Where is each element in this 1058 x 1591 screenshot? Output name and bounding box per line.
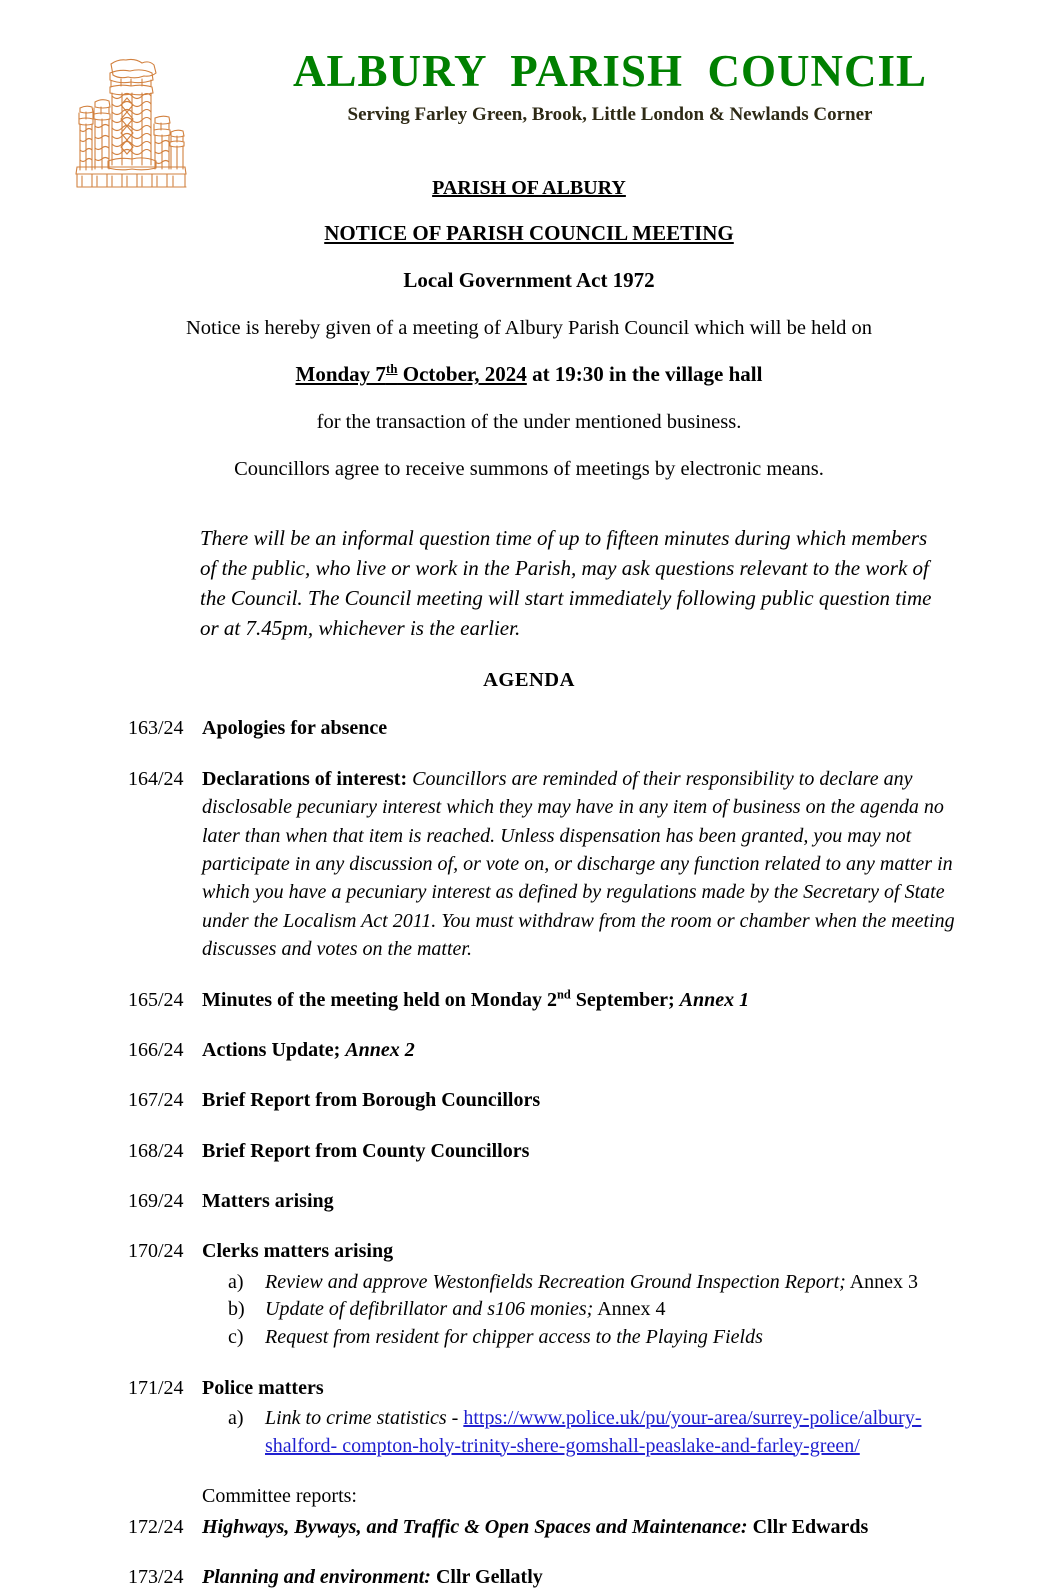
agenda-item-body (202, 1374, 1058, 1461)
agenda-item-169 (0, 1187, 1058, 1215)
council-subtitle: Serving Farley Green, Brook, Little London & Newlands Corner (347, 104, 873, 126)
agenda-item-163 (0, 714, 1058, 742)
agenda-item-number: 168/24 (128, 1139, 184, 1162)
agenda-item-173 (0, 1563, 1058, 1591)
subitem-marker: a) (228, 1270, 244, 1293)
agenda-item-label: Brief Report from Borough Councillors (202, 1089, 541, 1112)
agenda-subitem (202, 1405, 966, 1460)
committee-reports-heading: Committee reports: (202, 1485, 357, 1508)
subitem-marker: a) (228, 1407, 244, 1430)
meeting-date-prefix: Monday 7 (295, 362, 386, 387)
agenda-item-number: 173/24 (128, 1566, 184, 1589)
subitem-text-main: Update of defibrillator and s106 monies; (265, 1298, 594, 1321)
subitem-annex: Annex 3 (845, 1270, 919, 1293)
subitem-marker: b) (228, 1298, 245, 1321)
agenda-item-body (202, 986, 1058, 1014)
council-title: ALBURY PARISH COUNCIL (293, 46, 927, 96)
agenda-item-167 (0, 1086, 1058, 1114)
subitem-text (265, 1269, 966, 1297)
subitem-text (265, 1296, 966, 1324)
agenda-item-label-pre: Minutes of the meeting held on Monday 2 (202, 988, 557, 1011)
notice-block (0, 172, 1058, 484)
agenda-item-body (202, 1086, 1058, 1114)
meeting-date-ordinal: th (385, 361, 398, 377)
notice-given-line: Notice is hereby given of a meeting of Albury Parish Council which will be held on (185, 317, 873, 340)
agenda-item-172 (0, 1513, 1058, 1541)
agenda-item-body (202, 765, 1058, 964)
meeting-date-rest: October, 2024 (397, 362, 527, 387)
agenda-item-body (202, 1563, 1058, 1591)
agenda-item-councillor: Cllr Edwards (747, 1515, 869, 1538)
subitem-text-main: Request from resident for chipper access to the Playing Fields (265, 1326, 763, 1349)
agenda-list (0, 714, 1058, 1591)
albury-chimneys-logo (70, 48, 192, 190)
agenda-item-number: 167/24 (128, 1089, 184, 1112)
agenda-item-label: Declarations of interest: (202, 767, 408, 790)
agenda-item-number: 165/24 (128, 988, 184, 1011)
meeting-time-venue: at 19:30 in the village hall (526, 362, 763, 387)
agenda-item-annex: Annex 2 (345, 1038, 415, 1061)
agenda-item-165 (0, 986, 1058, 1014)
agenda-item-number: 169/24 (128, 1190, 184, 1213)
summons-line: Councillors agree to receive summons of meetings by electronic means. (234, 458, 824, 481)
parish-heading: PARISH OF ALBURY (432, 177, 626, 199)
subitem-text-main: Review and approve Westonfields Recreation Ground Inspection Report; (265, 1270, 846, 1293)
agenda-subitem-list (202, 1269, 966, 1352)
agenda-item-councillor: Cllr Gellatly (430, 1566, 543, 1589)
agenda-item-label: Clerks matters arising (202, 1240, 394, 1263)
subitem-text (265, 1405, 966, 1460)
agenda-item-body (202, 714, 1058, 742)
agenda-item-label: Brief Report from County Councillors (202, 1139, 530, 1162)
notice-heading: NOTICE OF PARISH COUNCIL MEETING (324, 221, 734, 246)
agenda-item-166 (0, 1036, 1058, 1064)
subitem-text (265, 1324, 966, 1352)
agenda-subitem (202, 1324, 966, 1352)
agenda-item-label: Police matters (202, 1376, 324, 1399)
subitem-marker: c) (228, 1326, 244, 1349)
agenda-item-number: 164/24 (128, 767, 184, 790)
agenda-item-168 (0, 1137, 1058, 1165)
agenda-item-label: Apologies for absence (202, 717, 388, 740)
agenda-item-label: Actions Update; (202, 1038, 341, 1061)
agenda-item-body (202, 1513, 1058, 1541)
agenda-heading: AGENDA (483, 669, 575, 692)
agenda-item-body (202, 1137, 1058, 1165)
agenda-item-body (202, 1237, 1058, 1351)
agenda-item-label-post: September; (570, 988, 675, 1011)
agenda-item-annex: Annex 1 (679, 988, 750, 1011)
subitem-text-main: Link to crime statistics - (265, 1407, 459, 1430)
agenda-item-body (202, 1036, 1058, 1064)
agenda-subitem-list (202, 1405, 966, 1460)
agenda-item-170 (0, 1237, 1058, 1351)
header-title-block (215, 48, 1005, 127)
agenda-subitem (202, 1269, 966, 1297)
agenda-item-label: Matters arising (202, 1190, 334, 1213)
subitem-annex: Annex 4 (593, 1298, 666, 1321)
document-header (0, 0, 1058, 150)
agenda-item-number: 166/24 (128, 1038, 184, 1061)
act-heading: Local Government Act 1972 (403, 268, 655, 293)
agenda-item-164 (0, 765, 1058, 964)
crime-statistics-link[interactable]: https://www.police.uk/pu/your-area/surrey-police/albury-shalford- compton-holy-trinity-shere-gomshall-peaslake-and-farley-green/ (265, 1407, 922, 1457)
agenda-item-number: 171/24 (128, 1376, 184, 1399)
meeting-date-line (0, 344, 1058, 390)
agenda-item-label (202, 986, 675, 1011)
public-question-time-paragraph: There will be an informal question time of up to fifteen minutes during which members of the public, who live or work in the Parish, may ask questions relevant to the work of the Council. The Council meeting will start immediately following public question time or at 7.45pm, whichever is the earlier. (200, 526, 932, 640)
agenda-item-body (202, 1187, 1058, 1215)
agenda-item-number: 170/24 (128, 1240, 184, 1263)
agenda-item-committee-name: Highways, Byways, and Traffic & Open Spaces and Maintenance: (202, 1515, 748, 1538)
agenda-item-label-ordinal: nd (557, 986, 571, 1001)
agenda-subitem (202, 1296, 966, 1324)
agenda-item-number: 172/24 (128, 1515, 184, 1538)
agenda-item-description: Councillors are reminded of their responsibility to declare any disclosable pecuniary interest which they may have in any item of business on the agenda no later than when that item is reached. Unless dispensation has been granted, you may not participate in any discussion of, or vote on, or discharge any function related to any matter in which you have a pecuniary interest as defined by regulations made by the Secretary of State under the Localism Act 2011. You must withdraw from the room or chamber when the meeting discusses and votes on the matter. (202, 767, 955, 961)
transaction-line: for the transaction of the under mentioned business. (316, 410, 742, 433)
agenda-item-committee-name: Planning and environment: (202, 1566, 431, 1589)
agenda-item-171 (0, 1374, 1058, 1461)
agenda-item-number: 163/24 (128, 717, 184, 740)
